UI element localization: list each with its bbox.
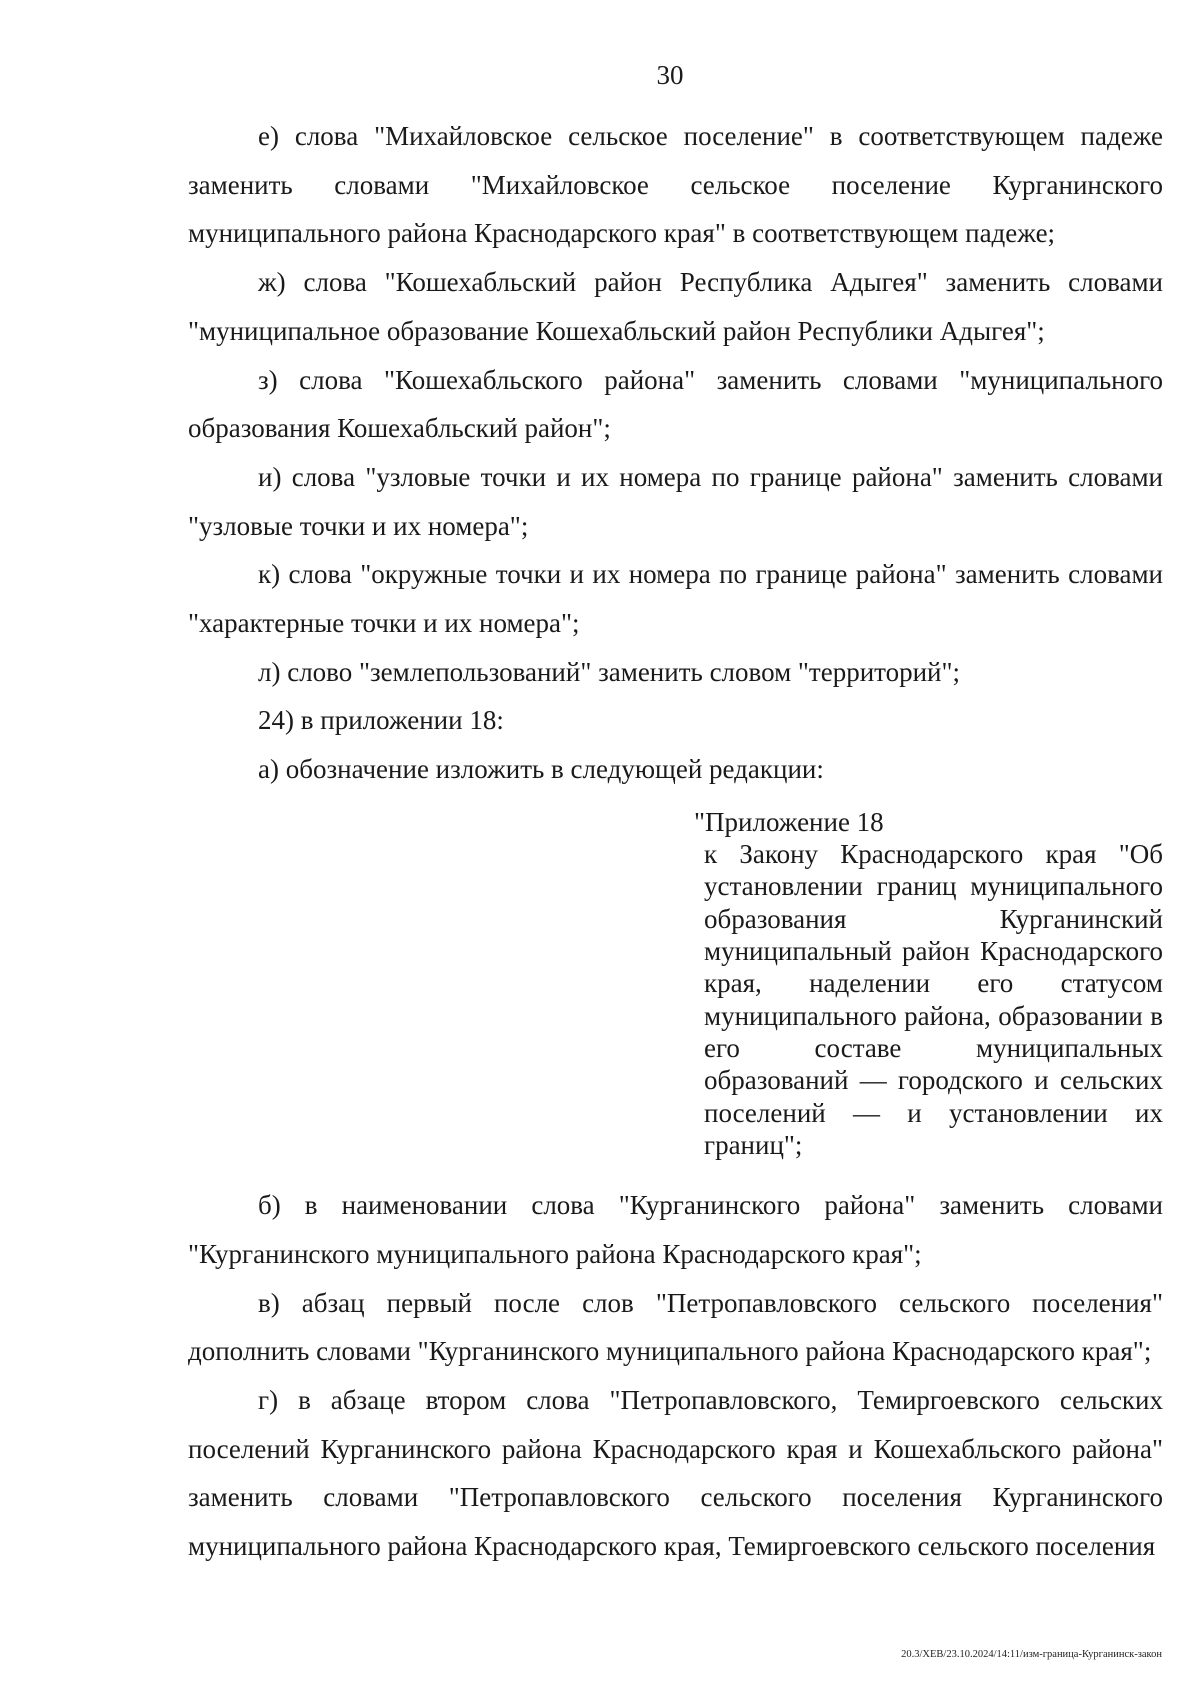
paragraph-i: и) слова "узловые точки и их номера по границе района" заменить словами "узловые точки и их номера"; [188,461,1163,541]
paragraph-k: к) слова "окружные точки и их номера по границе района" заменить словами "характерные точки и их номера"; [188,559,1163,639]
appendix-body: к Закону Краснодарского края "Об установлении границ муниципального образования Курганинский муниципальный район Краснодарского края, наделении его статусом муниципального района, образовании в его составе муниципальных образований — городского и сельских поселений — и установлении их границ"; [704,839,1163,1160]
paragraph-e: е) слова "Михайловское сельское поселение" в соответствующем падеже заменить словами "Михайловское сельское поселение Курганинского муниципального района Краснодарского края" в соответствующем падеже; [188,121,1163,249]
paragraph-b: б) в наименовании слова "Курганинского района" заменить словами "Курганинского муниципального района Краснодарского края"; [188,1190,1163,1269]
appendix-heading-block [694,806,1163,1161]
document-footer-code: 20.3/ХЕВ/23.10.2024/14:11/изм-граница-Курганинск-закон [901,1649,1162,1660]
paragraph-zh: ж) слова "Кошехабльский район Республика Адыгея" заменить словами "муниципальное образование Кошехабльский район Республики Адыгея"; [188,267,1163,346]
paragraph-g: г) в абзаце втором слова "Петропавловского, Темиргоевского сельских поселений Курганинского района Краснодарского края и Кошехабльского района" заменить словами "Петропавловского сельского поселения Курганинского муниципального района Краснодарского края, Темиргоевского сельского поселения [188,1384,1163,1562]
page-number: 30 [656,60,684,90]
paragraph-24: 24) в приложении 18: [258,705,504,736]
paragraph-v: в) абзац первый после слов "Петропавловского сельского поселения" дополнить словами "Курганинского муниципального района Краснодарского края"; [188,1287,1163,1367]
document-body [188,112,1163,1571]
paragraph-l: л) слово "землепользований" заменить словом "территорий"; [258,656,961,687]
appendix-title: "Приложение 18 [694,806,884,837]
paragraph-z: з) слова "Кошехабльского района" заменить словами "муниципального образования Кошехабльский район"; [188,364,1163,444]
paragraph-a: а) обозначение изложить в следующей редакции: [258,754,824,785]
